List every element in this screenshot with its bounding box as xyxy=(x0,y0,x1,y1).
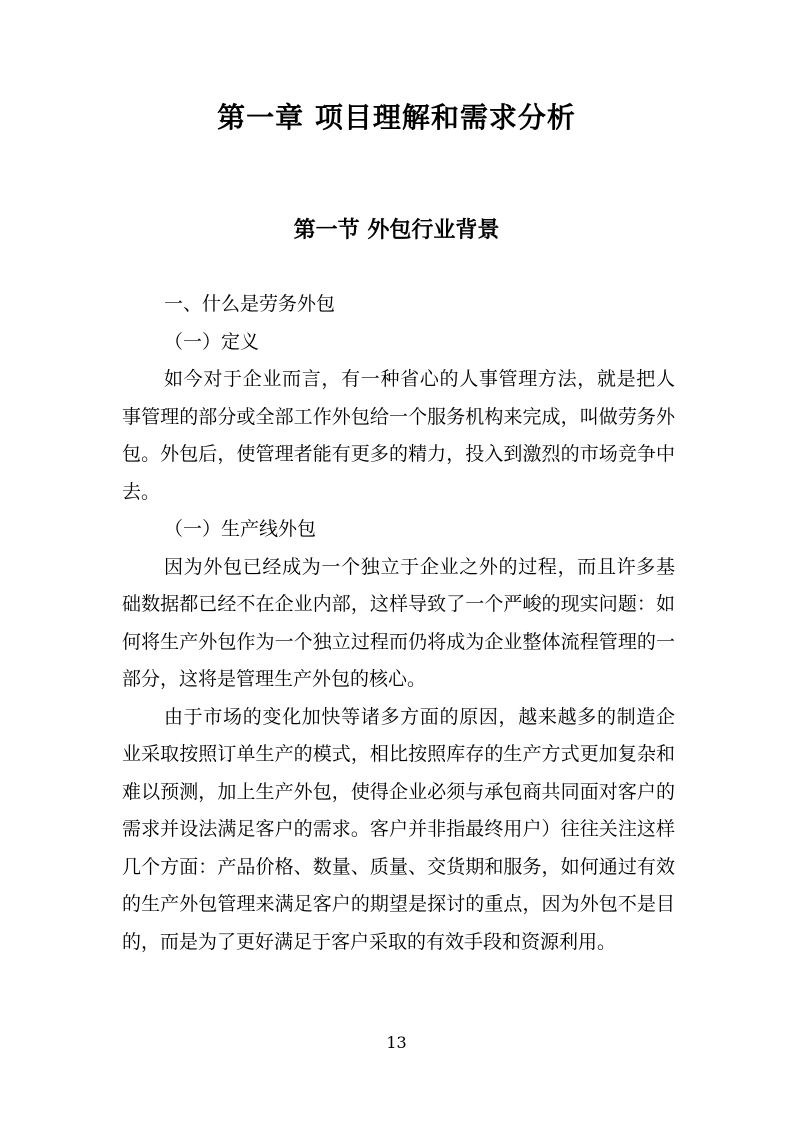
page-number: 13 xyxy=(386,1033,407,1052)
subheading-production-line-outsourcing: （一）生产线外包 xyxy=(164,518,317,540)
paragraph-market-changes: 由于市场的变化加快等诸多方面的原因，越来越多的制造企业采取按照订单生产的模式，相比按照库存的生产方式更加复杂和难以预测，加上生产外包，使得企业必须与承包商共同面对客户的需求并设法满足客户的需求。客户并非指最终用户）往往关注这样几个方面：产品价格、数量、质量、交货期和服务，如何通过有效的生产外包管理来满足客户的期望是探讨的重点，因为外包不是目的，而是为了更好满足于客户采取的有效手段和资源利用。 xyxy=(122,705,675,953)
paragraph-definition: 如今对于企业而言，有一种省心的人事管理方法，就是把人事管理的部分或全部工作外包给一个服务机构来完成，叫做劳务外包。外包后，使管理者能有更多的精力，投入到激烈的市场竞争中去。 xyxy=(122,368,675,503)
subheading-definition: （一）定义 xyxy=(164,330,260,353)
paragraph-production-outsourcing-core: 因为外包已经成为一个独立于企业之外的过程，而且许多基础数据都已经不在企业内部，这样导致了一个严峻的现实问题：如何将生产外包作为一个独立过程而仍将成为企业整体流程管理的一部分，这将是管理生产外包的核心。 xyxy=(122,555,675,690)
body-text xyxy=(122,286,675,961)
chapter-title: 第一章 项目理解和需求分析 xyxy=(217,101,576,134)
heading-what-is-labor-outsourcing: 一、什么是劳务外包 xyxy=(164,293,336,315)
section-title: 第一节 外包行业背景 xyxy=(293,217,500,243)
